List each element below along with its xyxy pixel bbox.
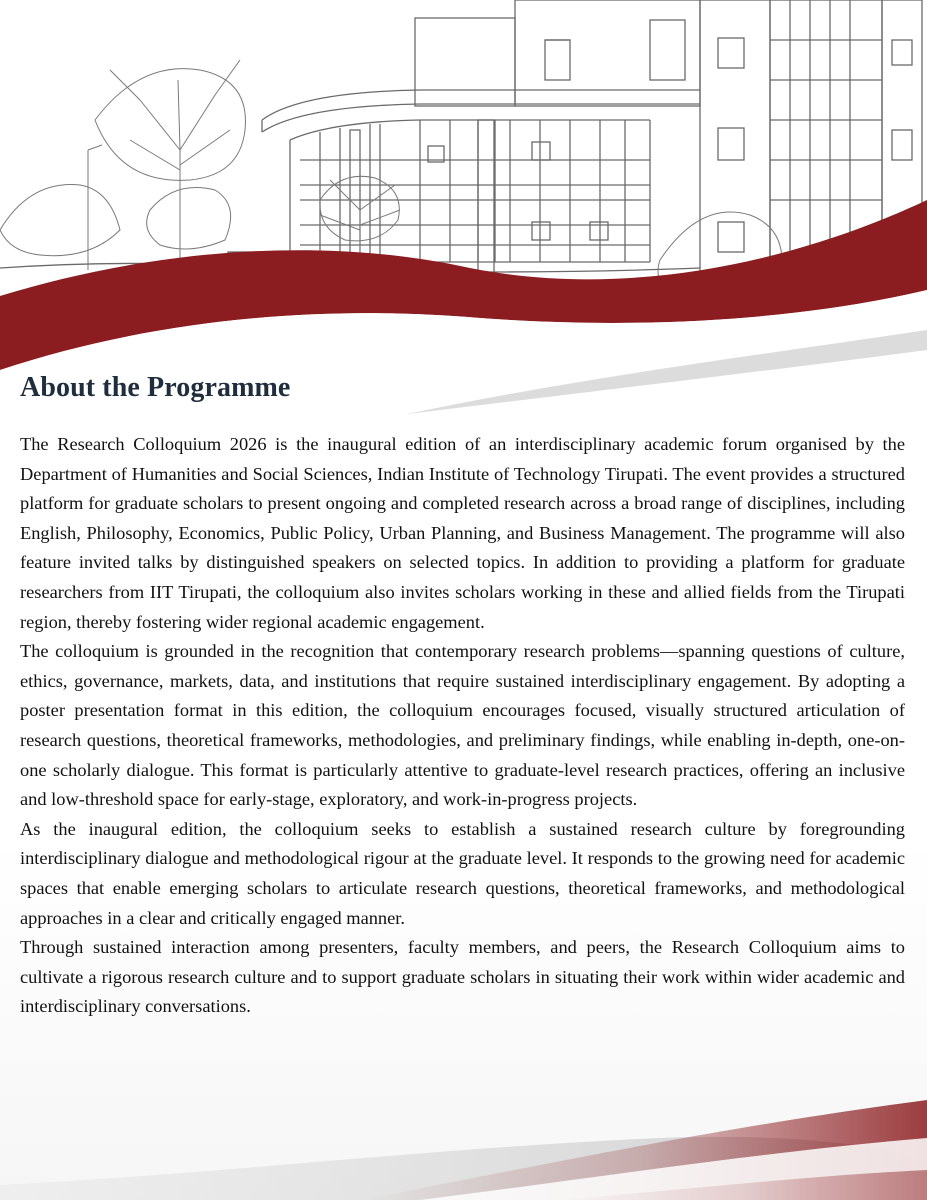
footer-waves — [0, 1080, 927, 1200]
about-section — [20, 368, 905, 1022]
section-heading: About the Programme — [20, 372, 291, 403]
paragraph-3: As the inaugural edition, the colloquium seeks to establish a sustained research culture by foregrounding interdisciplinary dialogue and methodological rigour at the graduate level. It responds to the growing need for academic spaces that enable emerging scholars to articulate research questions, theoretical frameworks, and methodological approaches in a clear and critically engaged manner. — [20, 818, 905, 928]
paragraph-1: The Research Colloquium 2026 is the inaugural edition of an interdisciplinary academic forum organised by the Department of Humanities and Social Sciences, Indian Institute of Technology Tirupati. The event provides a structured platform for graduate scholars to present ongoing and completed research across a broad range of disciplines, including English, Philosophy, Economics, Public Policy, Urban Planning, and Business Management. The programme will also feature invited talks by distinguished speakers on selected topics. In addition to providing a platform for graduate researchers from IIT Tirupati, the colloquium also invites scholars working in these and allied fields from the Tirupati region, thereby fostering wider regional academic engagement. — [20, 434, 905, 632]
paragraph-2: The colloquium is grounded in the recognition that contemporary research problems—spanning questions of culture, ethics, governance, markets, data, and institutions that require sustained interdisciplinary engagement. By adopting a poster presentation format in this edition, the colloquium encourages focused, visually structured articulation of research questions, theoretical frameworks, methodologies, and preliminary findings, while enabling in-depth, one-on-one scholarly dialogue. This format is particularly attentive to graduate-level research practices, offering an inclusive and low-threshold space for early-stage, exploratory, and work-in-progress projects. — [20, 641, 905, 810]
paragraph-4: Through sustained interaction among presenters, faculty members, and peers, the Research Colloquium aims to cultivate a rigorous research culture and to support graduate scholars in situating their work within wider academic and interdisciplinary conversations. — [20, 937, 905, 1017]
header-building-sketch — [0, 0, 927, 420]
body-text — [20, 430, 905, 1022]
